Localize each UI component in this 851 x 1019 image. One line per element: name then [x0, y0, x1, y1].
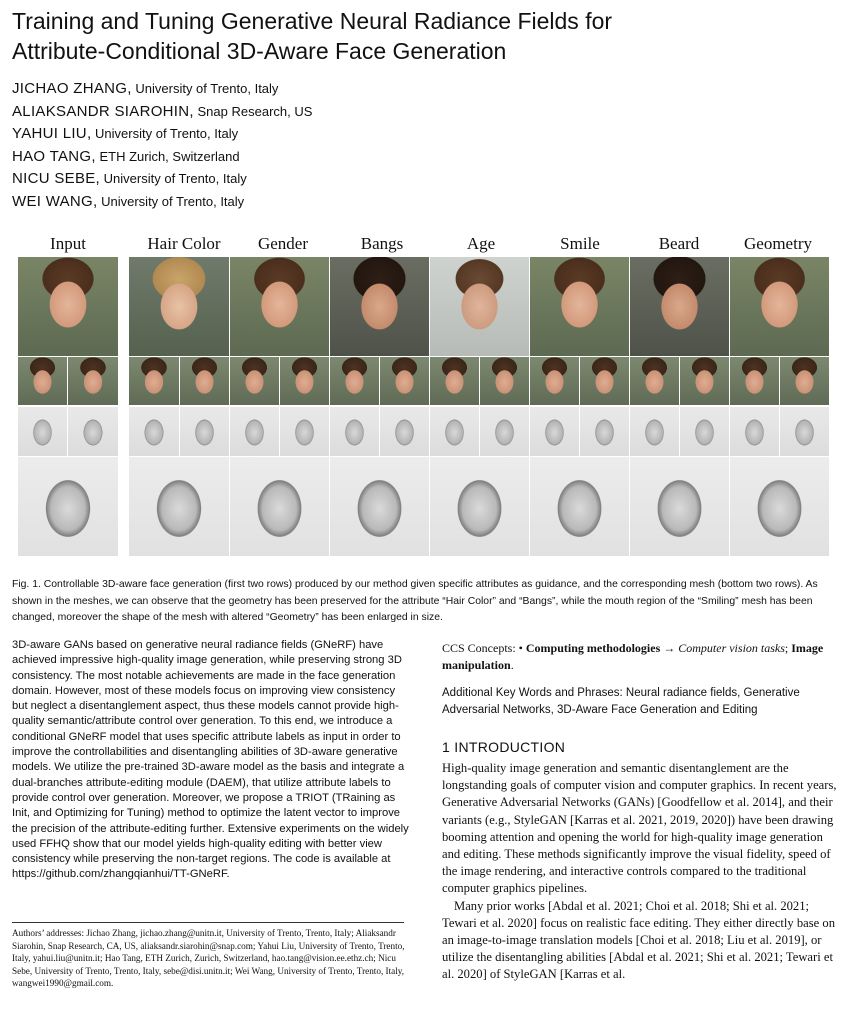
author-name: WEI WANG,: [12, 192, 98, 210]
introduction-body: [442, 760, 840, 984]
face-image-geometry: [730, 257, 829, 356]
mesh-view-beard-right: [680, 407, 729, 456]
introduction-paragraph-1: High-quality image generation and semantic disentanglement are the longstanding goals of computer vision and computer graphics. In recent years, Generative Adversarial Networks (GANs) [Goodfellow et al. 2014], and their variants (e.g., StyleGAN [Karras et al. 2021, 2019, 2020]) have been drawing booming attention and opening the world for high-quality image generation and editing. These methods significantly improve the visual fidelity, speed of the image rendering, and interactive controls compared to the traditional computer graphics pipelines.: [442, 761, 837, 896]
mesh-view-input-right: [68, 407, 118, 456]
author-entry: [12, 191, 842, 214]
author-entry: [12, 168, 842, 191]
section-heading-introduction: 1 INTRODUCTION: [442, 739, 566, 755]
mesh-image-smile: [530, 457, 629, 556]
author-name: YAHUI LIU,: [12, 125, 92, 142]
column-label-hair-color: Hair Color: [147, 234, 221, 253]
mesh-image-hair-color: [129, 457, 229, 556]
introduction-paragraph-2: Many prior works [Abdal et al. 2021; Choi et al. 2018; Shi et al. 2021; Tewari et al. 2020] focus on realistic face editing. They either directly base on an image-to-image translation models [Choi et al. 2018; Liu et al. 2019], or utilize the disentangling abilities [Abdal et al. 2021; Shi et al. 2021; Tewari et al. 2020] of StyleGAN [Karras et al.: [442, 898, 835, 982]
face-view-input-right: [68, 357, 118, 405]
keywords: Additional Key Words and Phrases: Neural radiance fields, Generative Adversarial Networks, 3D-Aware Face Generation and Editing: [442, 687, 800, 716]
mesh-view-bangs-left: [330, 407, 379, 456]
author-name: JICHAO ZHANG,: [12, 80, 132, 97]
author-affiliation: University of Trento, Italy: [135, 81, 279, 96]
ccs-term-computing-methodologies: Computing methodologies: [525, 641, 661, 655]
author-list: [12, 78, 842, 213]
ccs-prefix: CCS Concepts: •: [442, 641, 523, 655]
face-view-smile-left: [530, 357, 579, 405]
mesh-view-smile-right: [580, 407, 629, 456]
ccs-term-image-manipulation: Image manipulation: [442, 641, 824, 672]
author-affiliation: University of Trento, Italy: [103, 171, 247, 186]
author-affiliation: University of Trento, Italy: [101, 193, 245, 209]
face-image-input: [18, 257, 118, 356]
mesh-view-hair-color-right: [180, 407, 229, 456]
ccs-separator: ;: [784, 641, 789, 655]
author-name: NICU SEBE,: [12, 170, 101, 187]
author-name: HAO TANG,: [12, 147, 96, 165]
face-view-hair-color-right: [180, 357, 229, 405]
face-view-geometry-right: [780, 357, 829, 405]
paper-title-line-1: Training and Tuning Generative Neural Radiance Fields for: [12, 8, 613, 34]
mesh-view-geometry-right: [780, 407, 829, 456]
ccs-end: .: [510, 657, 514, 672]
ccs-concepts: [442, 640, 840, 673]
column-label-bangs: Bangs: [360, 234, 404, 253]
face-view-bangs-left: [330, 357, 379, 405]
face-image-gender: [230, 257, 329, 356]
mesh-view-age-right: [480, 407, 529, 456]
column-label-input: Input: [50, 234, 86, 253]
mesh-image-age: [430, 457, 529, 556]
face-view-age-left: [430, 357, 479, 405]
face-view-age-right: [480, 357, 529, 405]
face-image-bangs: [330, 257, 429, 356]
abstract: 3D-aware GANs based on generative neural radiance fields (GNeRF) have achieved impressive high-quality image generation, while preserving strong 3D consistency. The most notable achievements are made in the face generation domain. However, most of these models focus on improving view consistency but neglect a disentanglement aspect, thus these models cannot provide high-quality semantic/attribute control over generation. To this end, we introduce a conditional GNeRF model that uses specific attribute labels as input in order to improve the controllabilities and disentangling abilities of 3D-aware generative models. We utilize the pre-trained 3D-aware model as the basis and integrate a dual-branches attribute-editing module (DAEM), that utilize attribute labels to provide control over generation. Moreover, we propose a TRIOT (TRaining as Init, and Optimizing for Tuning) method to optimize the latent vector to improve the precision of the attribute-editing further. Extensive experiments on the widely used FFHQ show that our model yields high-quality editing with better view consistency while preserving the non-target regions. The code is available at https://github.com/zhangqianhui/TT-GNeRF.: [12, 639, 409, 881]
face-view-gender-left: [230, 357, 279, 405]
face-view-beard-right: [680, 357, 729, 405]
column-label-gender: Gender: [257, 234, 309, 253]
mesh-view-gender-right: [280, 407, 329, 456]
face-view-hair-color-left: [129, 357, 179, 405]
mesh-view-age-left: [430, 407, 479, 456]
face-image-hair-color: [129, 257, 229, 356]
author-name: ALIAKSANDR SIAROHIN,: [12, 102, 194, 120]
face-image-age: [430, 257, 529, 356]
mesh-view-smile-left: [530, 407, 579, 456]
face-image-beard: [630, 257, 729, 356]
mesh-view-bangs-right: [380, 407, 429, 456]
face-image-smile: [530, 257, 629, 356]
column-label-smile: Smile: [560, 234, 600, 253]
face-view-geometry-left: [730, 357, 779, 405]
face-view-gender-right: [280, 357, 329, 405]
paper-title: [12, 6, 842, 66]
author-affiliation: Snap Research, US: [197, 103, 313, 119]
author-entry: [12, 146, 842, 169]
figure-caption: Fig. 1. Controllable 3D-aware face generation (first two rows) produced by our method given specific attributes as guidance, and the corresponding mesh (bottom two rows). As shown in the meshes, we can observe that the geometry has been preserved for the attribute “Hair Color” and “Bangs”, while the mouth region of the “Smiling” mesh has been changed, moreover the shape of the mesh with altered “Geometry” has been enlarged in size.: [12, 579, 818, 623]
paper-title-line-2: Attribute-Conditional 3D-Aware Face Generation: [12, 38, 507, 64]
author-affiliation: University of Trento, Italy: [95, 126, 239, 141]
author-affiliation: ETH Zurich, Switzerland: [99, 148, 240, 164]
mesh-image-geometry: [730, 457, 829, 556]
ccs-term-computer-vision-tasks: Computer vision tasks: [678, 641, 785, 655]
mesh-image-input: [18, 457, 118, 556]
column-label-age: Age: [466, 234, 496, 253]
author-entry: [12, 123, 842, 146]
mesh-image-gender: [230, 457, 329, 556]
author-entry: [12, 101, 842, 124]
mesh-view-beard-left: [630, 407, 679, 456]
footnote-rule: [12, 922, 404, 923]
mesh-view-input-left: [18, 407, 67, 456]
mesh-view-gender-left: [230, 407, 279, 456]
face-view-input-left: [18, 357, 67, 405]
face-view-bangs-right: [380, 357, 429, 405]
column-label-beard: Beard: [658, 234, 700, 253]
face-view-smile-right: [580, 357, 629, 405]
mesh-view-geometry-left: [730, 407, 779, 456]
ccs-arrow: →: [660, 641, 679, 655]
mesh-image-bangs: [330, 457, 429, 556]
author-entry: [12, 78, 842, 101]
column-label-geometry: Geometry: [744, 234, 812, 253]
author-addresses: Authors’ addresses: Jichao Zhang, jichao.zhang@unitn.it, University of Trento, Trento, Italy; Aliaksandr Siarohin, Snap Research, CA, US, aliaksandr.siarohin@snap.com; Yahui Liu, University of Trento, Trento, Italy, yahui.liu@unitn.it; Hao Tang, ETH Zurich, Zurich, Switzerland, hao.tang@vision.ee.ethz.ch; Nicu Sebe, University of Trento, Trento, Italy, sebe@disi.unitn.it; Wei Wang, University of Trento, Trento, Italy, wangwei1990@gmail.com.: [12, 928, 405, 989]
face-view-beard-left: [630, 357, 679, 405]
mesh-image-beard: [630, 457, 729, 556]
mesh-view-hair-color-left: [129, 407, 179, 456]
